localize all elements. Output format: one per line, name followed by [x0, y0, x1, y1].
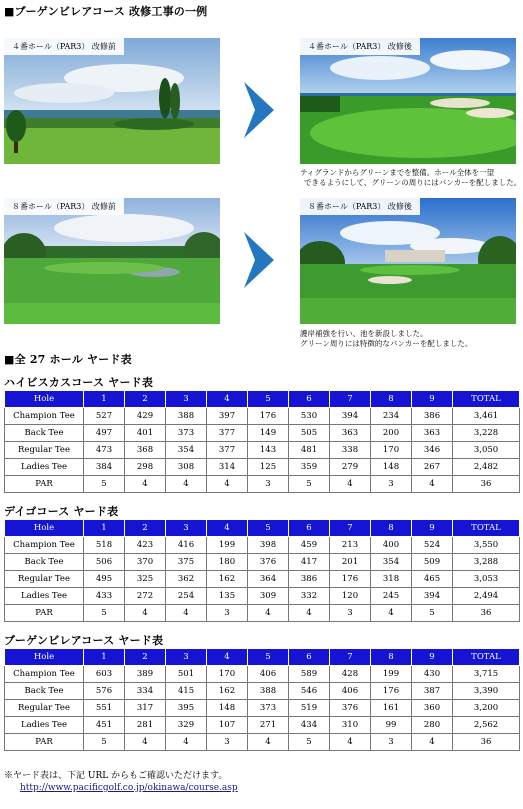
- caption-hole4: [300, 168, 521, 188]
- yardage-cell: 3,053: [453, 571, 520, 588]
- tee-label: PAR: [5, 734, 84, 751]
- photo-label: ４番ホール（PAR3） 改修後: [300, 38, 420, 55]
- yardage-cell: 501: [166, 666, 207, 683]
- yardage-cell: 3: [248, 476, 289, 493]
- renovation-title: ■ブーゲンビレアコース 改修工事の一例: [4, 5, 208, 18]
- tee-label: Ladies Tee: [5, 717, 84, 734]
- yardage-cell: 506: [84, 554, 125, 571]
- hole-number-header: 8: [371, 391, 412, 408]
- yardage-cell: 170: [207, 666, 248, 683]
- yardage-cell: 148: [371, 459, 412, 476]
- yardage-cell: 4: [289, 605, 330, 622]
- total-header: TOTAL: [453, 391, 520, 408]
- course-title-bougainvillea: ブーゲンビレアコース ヤード表: [4, 634, 164, 647]
- yardage-cell: 363: [330, 425, 371, 442]
- table-row: [5, 476, 520, 493]
- yardage-cell: 36: [453, 605, 520, 622]
- yardage-cell: 4: [125, 605, 166, 622]
- yardage-cell: 589: [289, 666, 330, 683]
- yardage-cell: 363: [412, 425, 453, 442]
- yardage-cell: 400: [371, 537, 412, 554]
- yardage-cell: 3,288: [453, 554, 520, 571]
- tee-label: Regular Tee: [5, 700, 84, 717]
- tee-label: Regular Tee: [5, 442, 84, 459]
- tee-label: Champion Tee: [5, 537, 84, 554]
- photo-label: ８番ホール（PAR3） 改修前: [4, 198, 124, 215]
- tee-label: Back Tee: [5, 425, 84, 442]
- hole-number-header: 8: [371, 649, 412, 666]
- tee-label: Regular Tee: [5, 571, 84, 588]
- yardage-cell: 376: [330, 700, 371, 717]
- yardage-title: ■全 27 ホール ヤード表: [4, 353, 132, 366]
- table-row: [5, 554, 520, 571]
- table-row: [5, 459, 520, 476]
- table-row: [5, 666, 520, 683]
- yardage-cell: 161: [371, 700, 412, 717]
- yardage-cell: 332: [289, 588, 330, 605]
- yardage-cell: 551: [84, 700, 125, 717]
- yardage-cell: 5: [84, 605, 125, 622]
- yardage-cell: 135: [207, 588, 248, 605]
- yardage-cell: 279: [330, 459, 371, 476]
- yardage-cell: 5: [84, 476, 125, 493]
- yardage-cell: 346: [412, 442, 453, 459]
- hole-number-header: 5: [248, 520, 289, 537]
- caption-line: グリーン周りには特徴的なバンカーを配しました。: [300, 339, 473, 348]
- tee-label: PAR: [5, 605, 84, 622]
- hole-number-header: 1: [84, 520, 125, 537]
- table-header-row: [5, 649, 520, 666]
- yardage-cell: 107: [207, 717, 248, 734]
- yardage-cell: 415: [166, 683, 207, 700]
- table-row: [5, 734, 520, 751]
- total-header: TOTAL: [453, 520, 520, 537]
- yardage-cell: 360: [412, 700, 453, 717]
- yardage-cell: 406: [330, 683, 371, 700]
- yardage-cell: 417: [289, 554, 330, 571]
- yardage-cell: 473: [84, 442, 125, 459]
- course-title-deigo: デイゴコース ヤード表: [4, 505, 119, 518]
- yardage-cell: 359: [289, 459, 330, 476]
- yardage-cell: 245: [371, 588, 412, 605]
- yardage-cell: 162: [207, 571, 248, 588]
- yardage-cell: 176: [371, 683, 412, 700]
- yardage-cell: 310: [330, 717, 371, 734]
- tee-label: Back Tee: [5, 683, 84, 700]
- yardage-cell: 4: [125, 734, 166, 751]
- table-row: [5, 588, 520, 605]
- yardage-cell: 149: [248, 425, 289, 442]
- yardage-cell: 497: [84, 425, 125, 442]
- yardage-cell: 4: [248, 734, 289, 751]
- tee-label: Ladies Tee: [5, 588, 84, 605]
- yardage-cell: 384: [84, 459, 125, 476]
- yardage-cell: 5: [412, 605, 453, 622]
- yardage-cell: 314: [207, 459, 248, 476]
- yardage-cell: 201: [330, 554, 371, 571]
- yardage-cell: 387: [412, 683, 453, 700]
- yardage-cell: 3,715: [453, 666, 520, 683]
- course-title-hibiscus: ハイビスカスコース ヤード表: [4, 376, 154, 389]
- yardage-cell: 373: [248, 700, 289, 717]
- yardage-cell: 354: [166, 442, 207, 459]
- yardage-cell: 451: [84, 717, 125, 734]
- hole-number-header: 6: [289, 649, 330, 666]
- yardage-cell: 373: [166, 425, 207, 442]
- yardage-cell: 36: [453, 476, 520, 493]
- yardage-cell: 394: [412, 588, 453, 605]
- yardage-cell: 603: [84, 666, 125, 683]
- yardage-cell: 370: [125, 554, 166, 571]
- yardage-cell: 430: [412, 666, 453, 683]
- yardage-cell: 434: [289, 717, 330, 734]
- yardage-cell: 176: [248, 408, 289, 425]
- yardage-cell: 4: [207, 476, 248, 493]
- table-row: [5, 408, 520, 425]
- table-row: [5, 442, 520, 459]
- yardage-cell: 2,562: [453, 717, 520, 734]
- yardage-cell: 338: [330, 442, 371, 459]
- yardage-cell: 3,390: [453, 683, 520, 700]
- yardage-cell: 576: [84, 683, 125, 700]
- yardage-cell: 3: [371, 734, 412, 751]
- hole-number-header: 2: [125, 391, 166, 408]
- yardage-cell: 325: [125, 571, 166, 588]
- table-header-row: [5, 520, 520, 537]
- table-row: [5, 717, 520, 734]
- yardage-cell: 200: [371, 425, 412, 442]
- yardage-table-hibiscus: [4, 390, 520, 493]
- hole-number-header: 8: [371, 520, 412, 537]
- yardage-cell: 388: [248, 683, 289, 700]
- yardage-cell: 530: [289, 408, 330, 425]
- yardage-cell: 433: [84, 588, 125, 605]
- yardage-cell: 170: [371, 442, 412, 459]
- yardage-cell: 519: [289, 700, 330, 717]
- hole-number-header: 9: [412, 649, 453, 666]
- yardage-cell: 3: [207, 605, 248, 622]
- yardage-cell: 120: [330, 588, 371, 605]
- tee-label: Champion Tee: [5, 666, 84, 683]
- hole4-after-photo: [300, 38, 516, 164]
- total-header: TOTAL: [453, 649, 520, 666]
- footer-note: ※ヤード表は、下記 URL からもご確認いただけます。: [4, 771, 228, 781]
- yardage-cell: 377: [207, 425, 248, 442]
- yardage-cell: 465: [412, 571, 453, 588]
- hole-number-header: 9: [412, 391, 453, 408]
- yardage-cell: 317: [125, 700, 166, 717]
- yardage-cell: 4: [330, 476, 371, 493]
- hole-number-header: 4: [207, 391, 248, 408]
- yardage-cell: 386: [412, 408, 453, 425]
- yardage-cell: 4: [330, 734, 371, 751]
- yardage-cell: 518: [84, 537, 125, 554]
- hole4-before-photo: [4, 38, 220, 164]
- yardage-cell: 416: [166, 537, 207, 554]
- yardage-cell: 5: [289, 734, 330, 751]
- hole-number-header: 3: [166, 520, 207, 537]
- yardage-cell: 527: [84, 408, 125, 425]
- yardage-cell: 388: [166, 408, 207, 425]
- yardage-cell: 4: [125, 476, 166, 493]
- arrow-right-icon: [244, 82, 274, 138]
- yardage-cell: 481: [289, 442, 330, 459]
- yardage-cell: 495: [84, 571, 125, 588]
- yardage-cell: 377: [207, 442, 248, 459]
- yardage-cell: 509: [412, 554, 453, 571]
- hole-number-header: 6: [289, 520, 330, 537]
- yardage-cell: 394: [330, 408, 371, 425]
- hole-number-header: 1: [84, 649, 125, 666]
- caption-hole8: [300, 329, 472, 349]
- yardage-cell: 386: [289, 571, 330, 588]
- hole-number-header: 5: [248, 391, 289, 408]
- table-row: [5, 683, 520, 700]
- yardage-cell: 428: [330, 666, 371, 683]
- hole-number-header: 1: [84, 391, 125, 408]
- yardage-cell: 254: [166, 588, 207, 605]
- yardage-cell: 281: [125, 717, 166, 734]
- yardage-cell: 401: [125, 425, 166, 442]
- hole-number-header: 2: [125, 649, 166, 666]
- hole-number-header: 7: [330, 391, 371, 408]
- tee-label: Back Tee: [5, 554, 84, 571]
- hole-header: Hole: [5, 391, 84, 408]
- hole8-before-photo: [4, 198, 220, 324]
- hole-number-header: 5: [248, 649, 289, 666]
- yardage-cell: 267: [412, 459, 453, 476]
- table-row: [5, 571, 520, 588]
- photo-label: ８番ホール（PAR3） 改修後: [300, 198, 420, 215]
- caption-line: ティグランドからグリーンまでを整備。ホール全体を一望: [300, 168, 495, 177]
- yardage-cell: 3: [330, 605, 371, 622]
- yardage-cell: 4: [248, 605, 289, 622]
- yardage-cell: 406: [248, 666, 289, 683]
- yardage-cell: 2,482: [453, 459, 520, 476]
- yardage-cell: 334: [125, 683, 166, 700]
- yardage-cell: 423: [125, 537, 166, 554]
- yardage-cell: 318: [371, 571, 412, 588]
- yardage-cell: 3,050: [453, 442, 520, 459]
- yardage-cell: 505: [289, 425, 330, 442]
- yardage-cell: 398: [248, 537, 289, 554]
- caption-line: できるようにして、グリーンの周りにはバンカーを配しました。: [304, 178, 522, 187]
- yardage-cell: 298: [125, 459, 166, 476]
- table-header-row: [5, 391, 520, 408]
- yardage-cell: 3: [371, 476, 412, 493]
- hole-number-header: 3: [166, 649, 207, 666]
- yardage-cell: 99: [371, 717, 412, 734]
- yardage-cell: 271: [248, 717, 289, 734]
- yardage-cell: 397: [207, 408, 248, 425]
- table-row: [5, 605, 520, 622]
- arrow-right-icon: [244, 232, 274, 288]
- yardage-cell: 5: [84, 734, 125, 751]
- yardage-cell: 375: [166, 554, 207, 571]
- yardage-cell: 199: [207, 537, 248, 554]
- yardage-cell: 5: [289, 476, 330, 493]
- table-row: [5, 700, 520, 717]
- tee-label: Ladies Tee: [5, 459, 84, 476]
- hole-header: Hole: [5, 520, 84, 537]
- hole-number-header: 7: [330, 649, 371, 666]
- yardage-cell: 309: [248, 588, 289, 605]
- yardage-cell: 524: [412, 537, 453, 554]
- yardage-cell: 199: [371, 666, 412, 683]
- hole8-after-photo: [300, 198, 516, 324]
- yardage-cell: 3,461: [453, 408, 520, 425]
- yardage-cell: 4: [412, 734, 453, 751]
- yardage-cell: 3,550: [453, 537, 520, 554]
- caption-line: 護岸補強を行い、池を新設しました。: [300, 329, 428, 338]
- yardage-cell: 4: [166, 476, 207, 493]
- yardage-table-deigo: [4, 519, 520, 622]
- table-row: [5, 425, 520, 442]
- yardage-cell: 2,494: [453, 588, 520, 605]
- tee-label: Champion Tee: [5, 408, 84, 425]
- yardage-cell: 329: [166, 717, 207, 734]
- yardage-cell: 376: [248, 554, 289, 571]
- yardage-cell: 180: [207, 554, 248, 571]
- yardage-cell: 308: [166, 459, 207, 476]
- yardage-cell: 364: [248, 571, 289, 588]
- yardage-cell: 162: [207, 683, 248, 700]
- yardage-cell: 143: [248, 442, 289, 459]
- yardage-cell: 234: [371, 408, 412, 425]
- yardage-cell: 3,228: [453, 425, 520, 442]
- yardage-cell: 3: [207, 734, 248, 751]
- yardage-cell: 354: [371, 554, 412, 571]
- yardage-cell: 368: [125, 442, 166, 459]
- yardage-cell: 272: [125, 588, 166, 605]
- hole-number-header: 2: [125, 520, 166, 537]
- course-url-link[interactable]: http://www.pacificgolf.co.jp/okinawa/course.asp: [20, 783, 238, 793]
- yardage-cell: 176: [330, 571, 371, 588]
- hole-number-header: 9: [412, 520, 453, 537]
- yardage-cell: 4: [166, 605, 207, 622]
- yardage-cell: 36: [453, 734, 520, 751]
- yardage-cell: 546: [289, 683, 330, 700]
- hole-number-header: 3: [166, 391, 207, 408]
- yardage-cell: 4: [371, 605, 412, 622]
- table-row: [5, 537, 520, 554]
- yardage-table-bougainvillea: [4, 648, 520, 751]
- yardage-cell: 125: [248, 459, 289, 476]
- yardage-cell: 395: [166, 700, 207, 717]
- yardage-cell: 3,200: [453, 700, 520, 717]
- hole-number-header: 7: [330, 520, 371, 537]
- yardage-cell: 4: [412, 476, 453, 493]
- yardage-cell: 213: [330, 537, 371, 554]
- yardage-cell: 148: [207, 700, 248, 717]
- yardage-cell: 280: [412, 717, 453, 734]
- yardage-cell: 4: [166, 734, 207, 751]
- yardage-cell: 429: [125, 408, 166, 425]
- yardage-cell: 362: [166, 571, 207, 588]
- tee-label: PAR: [5, 476, 84, 493]
- yardage-cell: 389: [125, 666, 166, 683]
- yardage-cell: 459: [289, 537, 330, 554]
- hole-number-header: 4: [207, 520, 248, 537]
- photo-label: ４番ホール（PAR3） 改修前: [4, 38, 124, 55]
- hole-header: Hole: [5, 649, 84, 666]
- hole-number-header: 6: [289, 391, 330, 408]
- hole-number-header: 4: [207, 649, 248, 666]
